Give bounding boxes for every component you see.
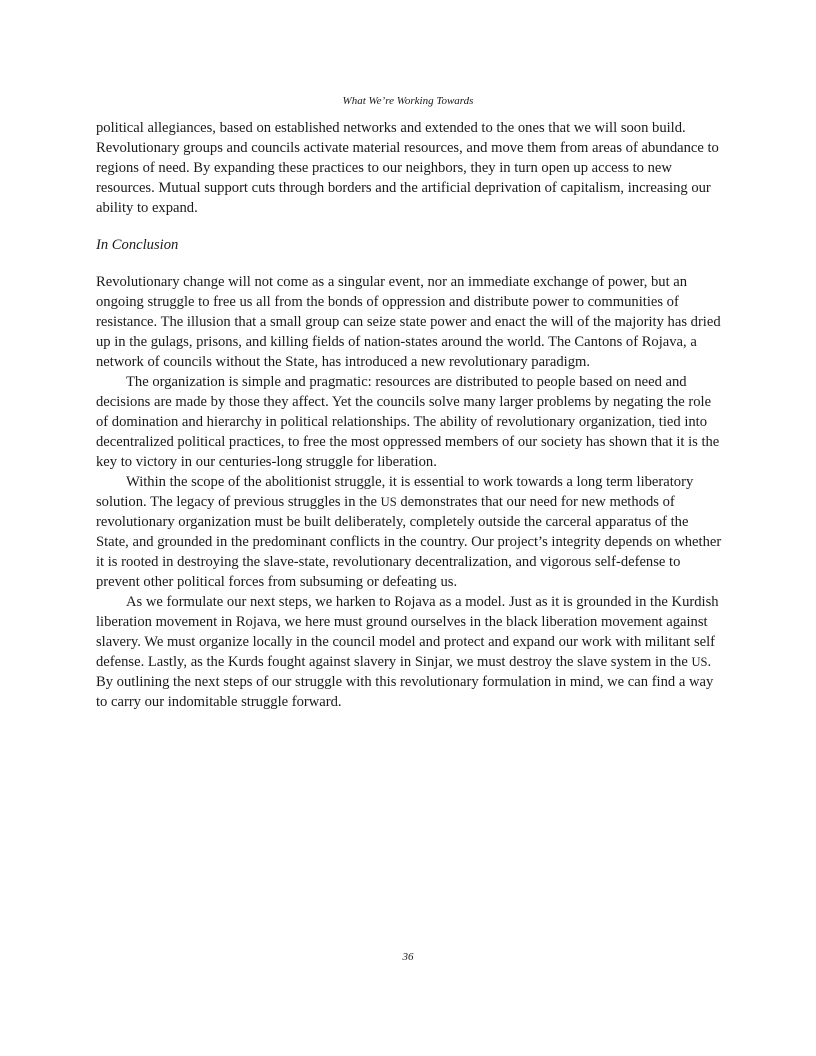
page-body [96,118,722,712]
page-number: 36 [402,951,414,963]
abbreviation-us: US [380,495,397,509]
paragraph-3-text-b: demonstrates that our need for new methods of revolutionary organization must be built deliberately, completely outside the carceral apparatus of the State, and grounded in the predominant conflicts in the country. Our project’s integrity depends on whether it is rooted in destroying the slave-state, revolutionary decentralization, and vigorous self-defense to prevent other political forces from subsuming or defeating us. [96,494,722,590]
paragraph-conclusion-2: The organization is simple and pragmatic: resources are distributed to people based on need and decisions are made by those they affect. Yet the councils solve many larger problems by negating the role of domination and hierarchy in political relationships. The ability of revolutionary organization, tied into decentralized political practices, to free the most oppressed members of our society has shown that it is the key to victory in our centuries-long struggle for liberation. [96,374,720,470]
paragraph-conclusion-3 [96,472,722,592]
running-header: What We’re Working Towards [342,95,474,107]
paragraph-conclusion-4 [96,592,722,712]
section-heading: In Conclusion [96,237,179,253]
paragraph-3-text-a: Within the scope of the abolitionist struggle, it is essential to work towards a long term liberatory solution. The legacy of previous struggles in the [96,474,694,510]
paragraph-4-text-a: As we formulate our next steps, we harken to Rojava as a model. Just as it is grounded in the Kurdish liberation movement in Rojava, we here must ground ourselves in the black liberation movement against slavery. We must organize locally in the council model and protect and expand our work with militant self defense. Lastly, as the Kurds fought against slavery in Sinjar, we must destroy the slave system in the [96,594,719,670]
abbreviation-us: US [691,655,708,669]
continuation-paragraph: political allegiances, based on established networks and extended to the ones that we will soon build. Revolutionary groups and councils activate material resources, and move them from areas of abundance to regions of need. By expanding these practices to our neighbors, they in turn open up access to new resources. Mutual support cuts through borders and the artificial deprivation of capitalism, increasing our ability to expand. [96,120,719,216]
paragraph-conclusion-1: Revolutionary change will not come as a singular event, nor an immediate exchange of power, but an ongoing struggle to free us all from the bonds of oppression and distribute power to communities of resistance. The illusion that a small group can seize state power and enact the will of the majority has dried up in the gulags, prisons, and killing fields of nation-states around the world. The Cantons of Rojava, a network of councils without the State, has introduced a new revolutionary paradigm. [96,274,721,370]
paragraph-4-text-b: . By outlining the next steps of our struggle with this revolutionary formulation in mind, we can find a way to carry our indomitable struggle forward. [96,654,714,710]
